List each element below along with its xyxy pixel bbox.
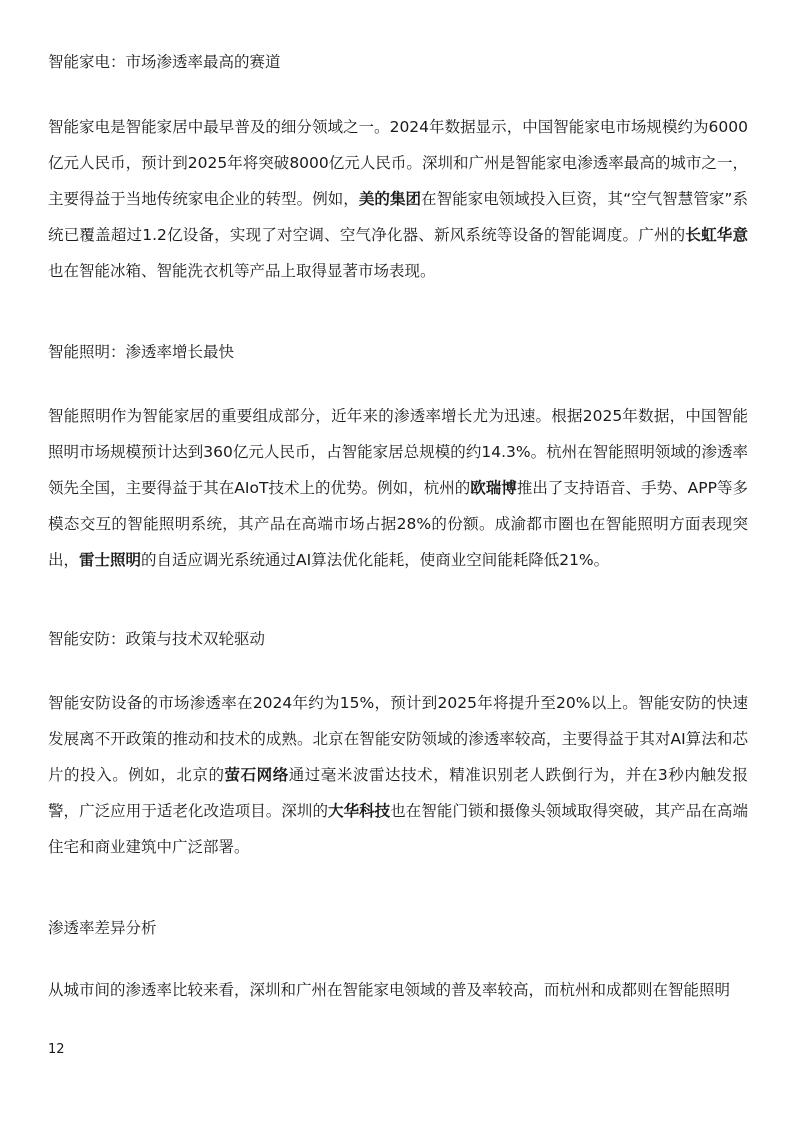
section-paragraph-analysis <box>48 972 748 1008</box>
paragraph-text: 从城市间的渗透率比较来看，深圳和广州在智能家电领域的普及率较高，而杭州和成都则在智能照明 <box>48 981 731 999</box>
page-number: 12 <box>48 1042 65 1057</box>
paragraph-text: 也在智能冰箱、智能洗衣机等产品上取得显著市场表现。 <box>48 262 436 280</box>
section-paragraph-appliances <box>48 109 748 289</box>
company-name-ezviz: 萤石网络 <box>224 766 289 784</box>
paragraph-text: 推出了支持语音、手势、APP等多模态交互的智能照明系统，其产品在高端市场占据28%的份额。成渝都市圈也在智能照明方面表现突出， <box>48 479 748 569</box>
section-paragraph-lighting <box>48 398 748 578</box>
company-name-orvibo: 欧瑞博 <box>470 479 517 497</box>
paragraph-text: 的自适应调光系统通过AI算法优化能耗，使商业空间能耗降低21%。 <box>141 551 610 569</box>
paragraph-text: 在智能家电领域投入巨资，其“空气智慧管家”系统已覆盖超过1.2亿设备，实现了对空调、空气净化器、新风系统等设备的智能调度。广州的 <box>48 190 748 244</box>
paragraph-text: 智能安防设备的市场渗透率在2024年约为15%，预计到2025年将提升至20%以上。智能安防的快速发展离不开政策的推动和技术的成熟。北京在智能安防领域的渗透率较高，主要得益于其对AI算法和芯片的投入。例如，北京的 <box>48 694 748 784</box>
company-name-midea: 美的集团 <box>358 190 422 208</box>
section-heading-security: 智能安防：政策与技术双轮驱动 <box>48 630 266 648</box>
company-name-dahua: 大华科技 <box>328 802 391 820</box>
section-paragraph-security <box>48 685 748 865</box>
section-heading-lighting: 智能照明：渗透率增长最快 <box>48 343 235 361</box>
paragraph-text: 智能照明作为智能家居的重要组成部分，近年来的渗透率增长尤为迅速。根据2025年数据，中国智能照明市场规模预计达到360亿元人民币，占智能家居总规模的约14.3%。杭州在智能照明领域的渗透率领先全国，主要得益于其在AIoT技术上的优势。例如，杭州的 <box>48 407 748 497</box>
paragraph-text: 智能家电是智能家居中最早普及的细分领域之一。2024年数据显示，中国智能家电市场规模约为6000亿元人民币，预计到2025年将突破8000亿元人民币。深圳和广州是智能家电渗透率最高的城市之一，主要得益于当地传统家电企业的转型。例如， <box>48 118 748 208</box>
section-heading-analysis: 渗透率差异分析 <box>48 919 157 937</box>
paragraph-text: 也在智能门锁和摄像头领域取得突破，其产品在高端住宅和商业建筑中广泛部署。 <box>48 802 748 856</box>
paragraph-text: 通过毫米波雷达技术，精准识别老人跌倒行为，并在3秒内触发报警，广泛应用于适老化改造项目。深圳的 <box>48 766 748 820</box>
company-name-nvc-lighting: 雷士照明 <box>79 551 142 569</box>
section-heading-appliances: 智能家电：市场渗透率最高的赛道 <box>48 53 281 71</box>
company-name-changhong-huayi: 长虹华意 <box>685 226 748 244</box>
